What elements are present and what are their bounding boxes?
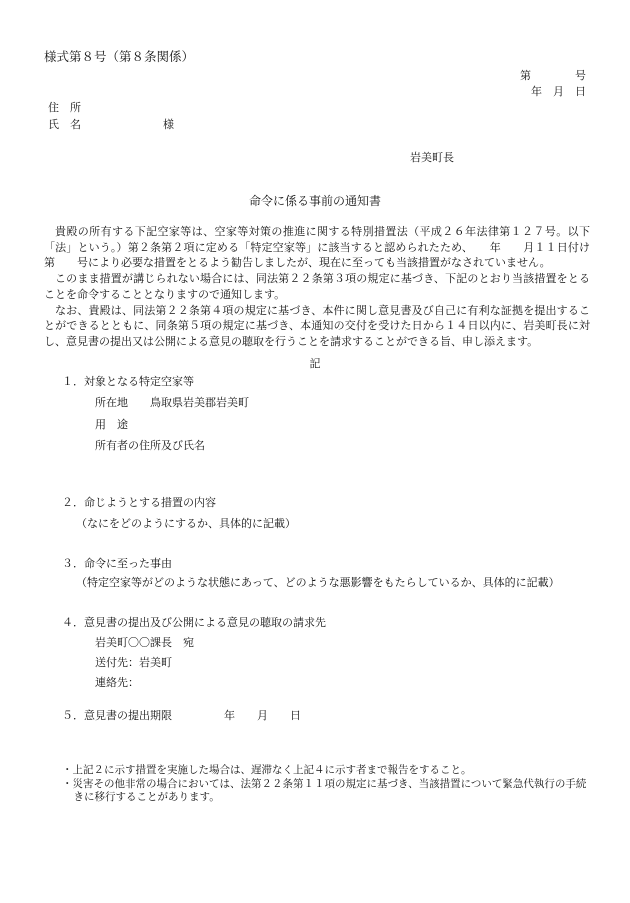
section-2-heading: ２．命じようとする措置の内容 [62, 496, 216, 509]
body-text [44, 224, 612, 350]
section-5-date: 年 月 日 [224, 709, 301, 722]
section-1-heading: １．対象となる特定空家等 [62, 375, 194, 388]
document-title: 命令に係る事前の通知書 [248, 194, 381, 208]
section-5-heading: ５．意見書の提出期限 [62, 709, 172, 722]
body-paragraph-1: 貴殿の所有する下記空家等は、空家等対策の推進に関する特別措置法（平成２６年法律第１２７号。以下「法」という。）第２条第２項に定める「特定空家等」に該当すると認められたため、 年 月１１日付け 第 号により必要な措置をとるよう勧告しましたが、現在に至っても当該措置がなされていません。 [44, 225, 612, 270]
notes [62, 764, 590, 805]
section-1-usage: 用 途 [95, 418, 128, 431]
document-number: 第 号 [520, 69, 586, 82]
section-3-heading: ３．命令に至った事由 [62, 557, 172, 570]
recipient-honorific: 様 [163, 118, 174, 131]
section-2-description: （なにをどのようにするか、具体的に記載） [76, 517, 296, 530]
section-4-heading: ４．意見書の提出及び公開による意見の聴取の請求先 [62, 616, 326, 629]
form-label: 様式第８号（第８条関係） [44, 49, 195, 64]
section-4-contact: 連絡先： [95, 676, 139, 689]
recipient-name-label: 氏 名 [48, 118, 81, 131]
section-4-addressee: 岩美町〇〇課長 宛 [95, 636, 194, 649]
sender: 岩美町長 [410, 151, 454, 164]
body-paragraph-3: なお、貴殿は、同法第２２条第４項の規定に基づき、本件に関し意見書及び自己に有利な証拠を提出することができるとともに、同条第５項の規定に基づき、本通知の交付を受けた日から１４日以内に、岩美町長に対し、意見書の提出又は公開による意見の聴取を行うことを請求することができる旨、申し添えます。 [44, 303, 590, 348]
section-1-owner: 所有者の住所及び氏名 [95, 439, 205, 452]
body-paragraph-2: このまま措置が講じられない場合には、同法第２２条第３項の規定に基づき、下記のとおり当該措置をとることを命令することとなりますので通知します。 [44, 272, 590, 301]
recipient-address-label: 住 所 [48, 101, 81, 114]
note-item: ・災害その他非常の場合においては、法第２２条第１１項の規定に基づき、当該措置について緊急代執行の手続きに移行することがあります。 [62, 777, 587, 803]
section-4-send-to: 送付先：岩美町 [95, 656, 172, 669]
note-item: ・上記２に示す措置を実施した場合は、遅滞なく上記４に示す者まで報告をすること。 [62, 764, 472, 776]
section-3-description: （特定空家等がどのような状態にあって、どのような悪影響をもたらしているか、具体的に記載） [76, 576, 560, 589]
document-date: 年 月 日 [531, 85, 586, 98]
ki-heading: 記 [309, 357, 321, 370]
section-1-location: 所在地 鳥取県岩美郡岩美町 [95, 396, 249, 409]
